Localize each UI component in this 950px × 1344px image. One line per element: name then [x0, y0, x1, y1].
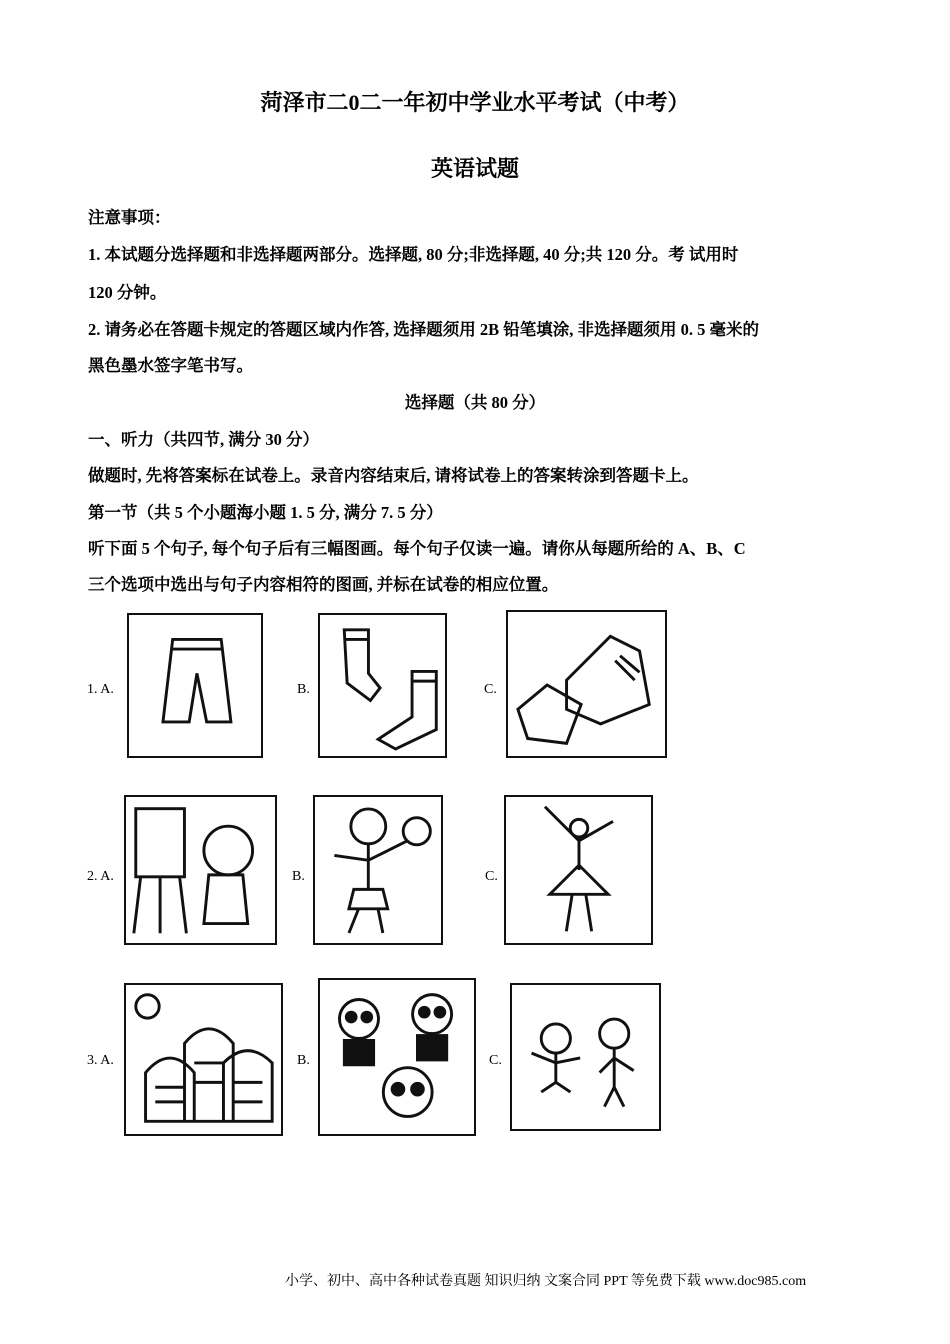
section-title: 选择题（共 80 分）	[404, 393, 546, 412]
tigers-picture	[124, 983, 283, 1136]
part-instruction: 做题时, 先将答案标在试卷上。录音内容结束后, 请将试卷上的答案转涂到答题卡上。	[88, 466, 699, 485]
q2-label-a: 2. A.	[87, 869, 114, 884]
q2-label-c: C.	[485, 869, 498, 884]
sneakers-picture	[506, 610, 667, 758]
subsection-heading: 第一节（共 5 个小题海小题 1. 5 分, 满分 7. 5 分）	[88, 503, 443, 522]
socks-picture	[318, 613, 447, 758]
q3-label-a: 3. A.	[87, 1053, 114, 1068]
q1-label-c: C.	[484, 682, 497, 697]
footer-text: 小学、初中、高中各种试卷真题 知识归纳 文案合同 PPT 等免费下载 www.doc985.com	[285, 1274, 807, 1289]
pandas-picture	[318, 978, 476, 1136]
notice-item-2-cont: 黑色墨水签字笔书写。	[88, 356, 253, 375]
exam-title: 菏泽市二0二一年初中学业水平考试（中考）	[260, 90, 690, 115]
q1-label-a: 1. A.	[87, 682, 114, 697]
part-heading: 一、听力（共四节, 满分 30 分）	[88, 430, 319, 449]
shorts-picture	[127, 613, 263, 758]
subsection-desc: 听下面 5 个句子, 每个句子后有三幅图画。每个句子仅读一遍。请你从每题所给的 A、B、C	[88, 539, 746, 558]
notice-heading: 注意事项：	[88, 208, 171, 227]
girl-painting-picture	[124, 795, 277, 945]
subsection-desc-cont: 三个选项中选出与句子内容相符的图画, 并标在试卷的相应位置。	[88, 575, 559, 594]
exam-subtitle: 英语试题	[430, 156, 519, 181]
q1-label-b: B.	[297, 682, 310, 697]
q2-label-b: B.	[292, 869, 305, 884]
notice-item-1-cont: 120 分钟。	[88, 283, 167, 302]
monkeys-picture	[510, 983, 661, 1131]
notice-item-2: 2. 请务必在答题卡规定的答题区域内作答, 选择题须用 2B 铅笔填涂, 非选择题须用 0. 5 毫米的	[88, 320, 760, 339]
ballet-dancer-picture	[504, 795, 653, 945]
q3-label-c: C.	[489, 1053, 502, 1068]
girl-with-ball-picture	[313, 795, 443, 945]
q3-label-b: B.	[297, 1053, 310, 1068]
notice-item-1: 1. 本试题分选择题和非选择题两部分。选择题, 80 分;非选择题, 40 分;共 120 分。考 试用时	[88, 245, 739, 264]
